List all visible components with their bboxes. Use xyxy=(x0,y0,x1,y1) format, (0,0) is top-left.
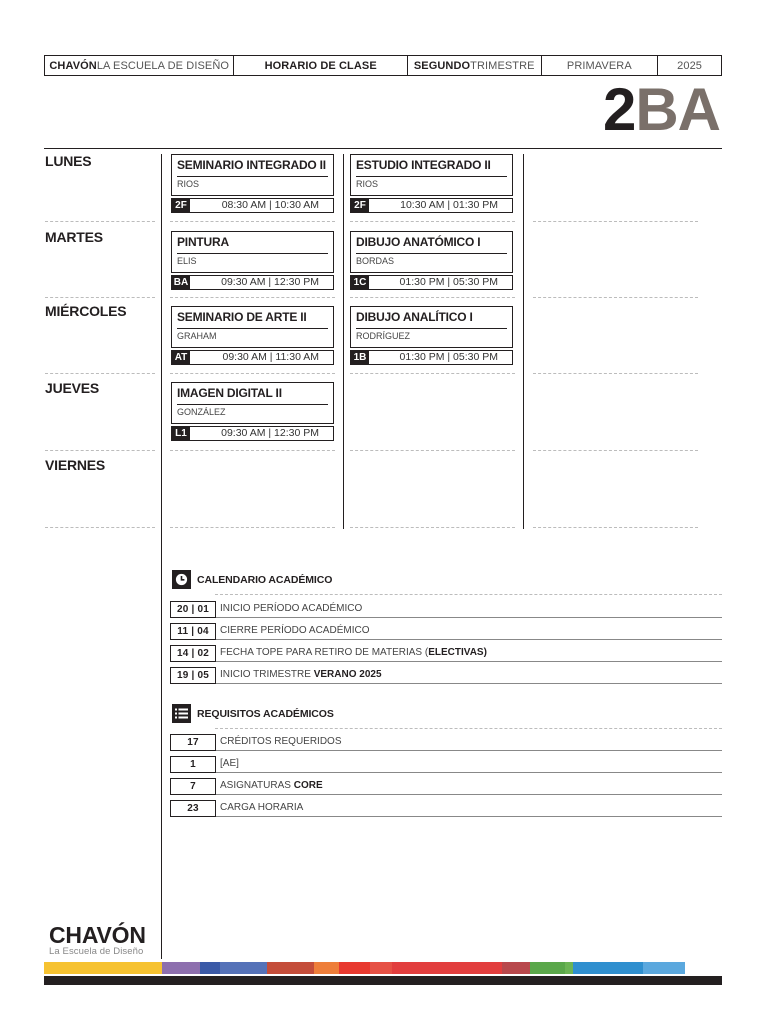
class-time-row xyxy=(171,198,334,213)
class-hours: 01:30 PM | 05:30 PM xyxy=(399,276,498,288)
requirement-value: 1 xyxy=(170,756,216,773)
day-separator xyxy=(170,373,335,374)
day-separator xyxy=(170,527,335,528)
room-badge: 2F xyxy=(351,199,369,212)
class-card-box xyxy=(350,231,513,273)
calendar-event-bold: ELECTIVAS) xyxy=(428,647,487,658)
day-separator xyxy=(350,450,515,451)
class-time-row xyxy=(171,426,334,441)
footer-color-segment xyxy=(267,962,314,974)
day-separator xyxy=(533,373,698,374)
requirement-label xyxy=(216,734,722,751)
calendar-event xyxy=(216,623,722,640)
footer-color-segment xyxy=(530,962,565,974)
day-label-lunes: LUNES xyxy=(45,153,92,169)
year-label: 2025 xyxy=(677,59,703,72)
class-rule xyxy=(177,328,328,329)
group-code-number: 2 xyxy=(602,76,636,143)
requirement-text: ASIGNATURAS xyxy=(220,780,294,791)
day-separator xyxy=(350,221,515,222)
doc-title-cell xyxy=(234,56,407,75)
header-strip xyxy=(44,55,722,76)
class-time-row xyxy=(171,350,334,365)
footer-black-bar xyxy=(44,976,722,985)
day-separator xyxy=(45,221,155,222)
chavon-logo-tagline: La Escuela de Diseño xyxy=(49,946,144,957)
footer-color-bar xyxy=(44,962,722,974)
calendar-event-text: CIERRE PERÍODO ACADÉMICO xyxy=(220,625,370,636)
class-time-row xyxy=(350,198,513,213)
day-separator xyxy=(45,373,155,374)
day-separator xyxy=(533,527,698,528)
class-card-box xyxy=(171,306,334,348)
room-badge: AT xyxy=(172,351,190,364)
room-badge: 1B xyxy=(351,351,369,364)
chavon-logo: CHAVÓN xyxy=(49,922,146,948)
group-code-letters: BA xyxy=(635,76,720,143)
section-rule xyxy=(215,728,722,729)
day-separator xyxy=(350,527,515,528)
year-cell xyxy=(658,56,721,75)
class-hours: 09:30 AM | 12:30 PM xyxy=(221,427,319,439)
requirement-label xyxy=(216,756,722,773)
calendar-event xyxy=(216,601,722,618)
class-card[interactable] xyxy=(350,231,513,290)
doc-title: HORARIO DE CLASE xyxy=(264,59,377,72)
school-name-cell xyxy=(45,56,234,75)
calendar-event-text: INICIO TRIMESTRE xyxy=(220,669,314,680)
school-name-rest: LA ESCUELA DE DISEÑO xyxy=(96,59,230,72)
requirement-label xyxy=(216,800,722,817)
requirements-section-title: REQUISITOS ACADÉMICOS xyxy=(197,707,334,720)
class-rule xyxy=(356,253,507,254)
calendar-event xyxy=(216,645,722,662)
class-card[interactable] xyxy=(171,306,334,365)
footer-color-segment xyxy=(200,962,220,974)
footer-color-segment xyxy=(565,962,573,974)
requirement-label xyxy=(216,778,722,795)
class-title: DIBUJO ANALÍTICO I xyxy=(356,310,473,324)
class-professor: RODRÍGUEZ xyxy=(356,331,410,341)
term-rest: TRIMESTRE xyxy=(470,59,535,72)
class-time-row xyxy=(350,275,513,290)
day-separator xyxy=(533,297,698,298)
requirement-text: CRÉDITOS REQUERIDOS xyxy=(220,736,342,747)
term-cell xyxy=(408,56,542,75)
class-hours: 08:30 AM | 10:30 AM xyxy=(221,199,319,211)
day-separator xyxy=(533,450,698,451)
footer-color-segment xyxy=(314,962,339,974)
day-separator xyxy=(170,297,335,298)
class-title: DIBUJO ANATÓMICO I xyxy=(356,235,481,249)
class-rule xyxy=(177,176,328,177)
day-separator xyxy=(533,221,698,222)
footer-color-segment xyxy=(339,962,370,974)
class-title: IMAGEN DIGITAL II xyxy=(177,386,282,400)
class-card-box xyxy=(350,154,513,196)
calendar-event xyxy=(216,667,722,684)
calendar-event-text: FECHA TOPE PARA RETIRO DE MATERIAS ( xyxy=(220,647,429,658)
requirement-row xyxy=(170,734,722,751)
calendar-row xyxy=(170,623,722,640)
left-column-divider xyxy=(161,154,162,959)
requirement-row xyxy=(170,756,722,773)
calendar-row xyxy=(170,601,722,618)
class-title: SEMINARIO INTEGRADO II xyxy=(177,158,326,172)
requirements-section-header xyxy=(172,704,334,723)
class-hours: 09:30 AM | 11:30 AM xyxy=(222,351,319,363)
calendar-section-header xyxy=(172,570,332,589)
footer-color-segment xyxy=(392,962,502,974)
class-rule xyxy=(356,176,507,177)
requirement-value: 17 xyxy=(170,734,216,751)
day-separator xyxy=(45,297,155,298)
section-rule xyxy=(215,594,722,595)
room-badge: BA xyxy=(173,277,189,288)
class-professor: RIOS xyxy=(177,179,200,189)
day-separator xyxy=(170,221,335,222)
calendar-section-title: CALENDARIO ACADÉMICO xyxy=(197,573,333,586)
class-card[interactable] xyxy=(171,382,334,441)
requirement-text: CARGA HORARIA xyxy=(220,802,304,813)
calendar-row xyxy=(170,667,722,684)
class-professor: GRAHAM xyxy=(177,331,217,341)
room-badge: 1C xyxy=(351,276,369,289)
season-cell xyxy=(542,56,659,75)
class-card-box xyxy=(171,382,334,424)
calendar-event-text: INICIO PERÍODO ACADÉMICO xyxy=(220,603,363,614)
footer-color-segment xyxy=(370,962,392,974)
term-bold: SEGUNDO xyxy=(413,59,471,72)
requirement-value: 7 xyxy=(170,778,216,795)
class-title: ESTUDIO INTEGRADO II xyxy=(356,158,491,172)
class-professor: ELIS xyxy=(177,256,197,266)
room-badge: L1 xyxy=(172,427,190,440)
day-label-martes: MARTES xyxy=(45,229,103,245)
day-separator xyxy=(45,527,155,528)
class-title: PINTURA xyxy=(177,235,229,249)
top-divider xyxy=(44,148,722,149)
class-professor: RIOS xyxy=(356,179,379,189)
class-card[interactable] xyxy=(171,231,334,290)
calendar-date: 19 | 05 xyxy=(170,667,216,684)
requirement-value: 23 xyxy=(170,800,216,817)
class-rule xyxy=(177,253,328,254)
group-code xyxy=(602,76,720,143)
class-card-box xyxy=(171,154,334,196)
footer-color-segment xyxy=(643,962,685,974)
footer-color-segment xyxy=(502,962,530,974)
day-separator xyxy=(350,297,515,298)
class-card[interactable] xyxy=(171,154,334,213)
season-label: PRIMAVERA xyxy=(566,59,632,72)
clock-icon xyxy=(172,570,191,589)
class-card[interactable] xyxy=(350,306,513,365)
school-name-bold: CHAVÓN xyxy=(49,59,97,72)
class-card-box xyxy=(350,306,513,348)
calendar-date: 11 | 04 xyxy=(170,623,216,640)
day-separator xyxy=(350,373,515,374)
requirement-text: [AE] xyxy=(220,758,239,769)
day-label-miercoles: MIÉRCOLES xyxy=(45,303,127,319)
calendar-row xyxy=(170,645,722,662)
day-separator xyxy=(170,450,335,451)
class-card-box xyxy=(171,231,334,273)
column-divider-1 xyxy=(343,154,344,529)
day-label-viernes: VIERNES xyxy=(45,457,106,473)
class-hours: 10:30 AM | 01:30 PM xyxy=(400,199,498,211)
calendar-event-bold: VERANO 2025 xyxy=(313,669,382,680)
list-icon xyxy=(172,704,191,723)
day-label-jueves: JUEVES xyxy=(45,380,100,396)
column-divider-2 xyxy=(523,154,524,529)
class-hours: 09:30 AM | 12:30 PM xyxy=(221,276,319,288)
footer-color-segment xyxy=(44,962,162,974)
day-separator xyxy=(45,450,155,451)
class-rule xyxy=(356,328,507,329)
class-hours: 01:30 PM | 05:30 PM xyxy=(399,351,498,363)
class-professor: GONZÁLEZ xyxy=(177,407,226,417)
calendar-date: 20 | 01 xyxy=(170,601,216,618)
requirement-row xyxy=(170,800,722,817)
footer-color-segment xyxy=(162,962,200,974)
room-badge: 2F xyxy=(172,199,190,212)
requirement-bold: CORE xyxy=(293,780,323,791)
calendar-date: 14 | 02 xyxy=(170,645,216,662)
requirement-row xyxy=(170,778,722,795)
class-card[interactable] xyxy=(350,154,513,213)
class-time-row xyxy=(350,350,513,365)
class-rule xyxy=(177,404,328,405)
footer-color-segment xyxy=(220,962,267,974)
class-professor: BORDAS xyxy=(356,256,395,266)
class-title: SEMINARIO DE ARTE II xyxy=(177,310,307,324)
class-time-row xyxy=(171,275,334,290)
footer-color-segment xyxy=(573,962,643,974)
